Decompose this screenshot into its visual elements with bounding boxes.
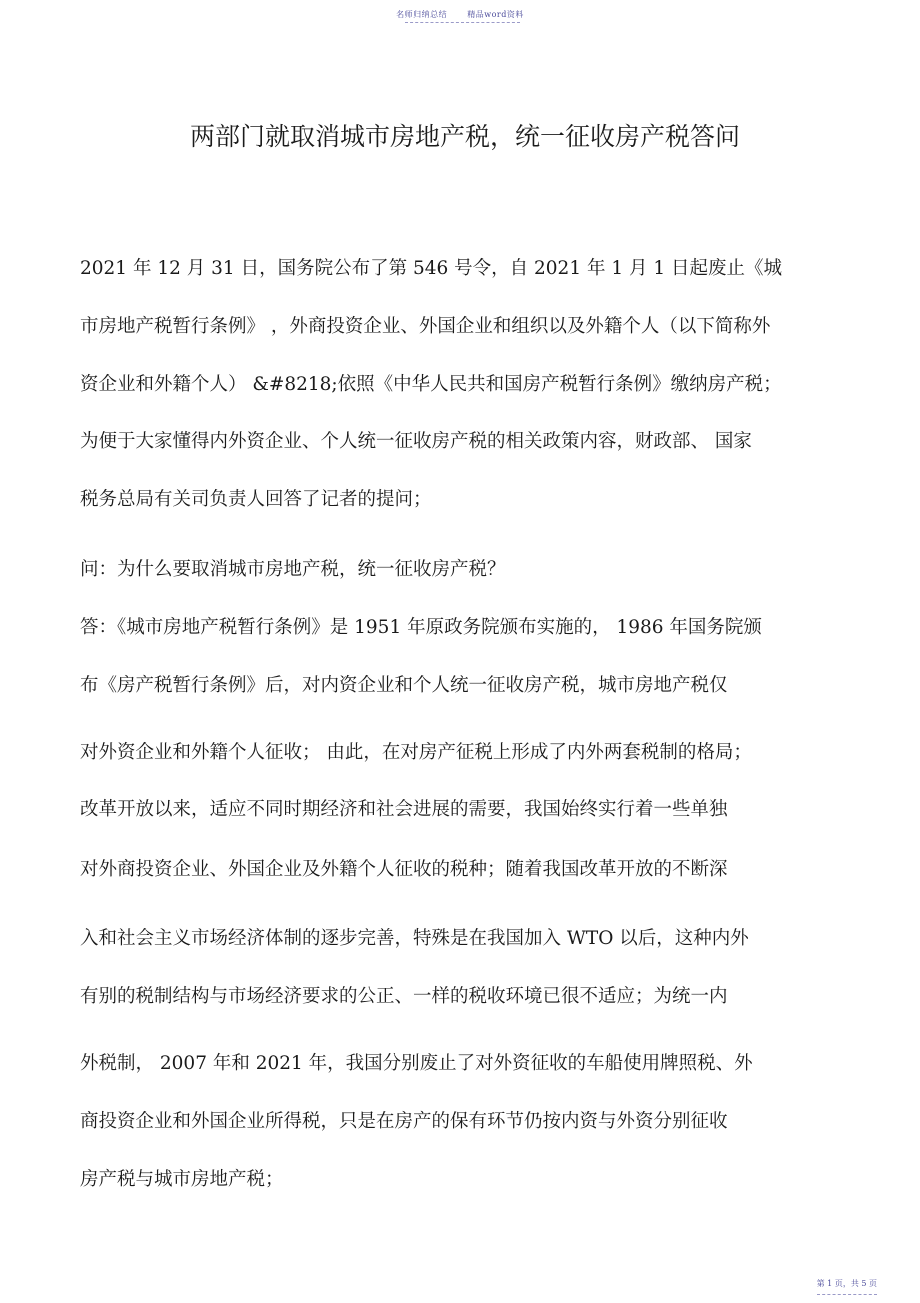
body-line: 市房地产税暂行条例》 ，外商投资企业、外国企业和组织以及外籍个人（以下简称外	[80, 316, 771, 337]
body-line: 对外商投资企业、外国企业及外籍个人征收的税种；随着我国改革开放的不断深	[80, 859, 728, 880]
body-line: 对外资企业和外籍个人征收； 由此，在对房产征税上形成了内外两套税制的格局；	[80, 742, 752, 763]
document-title: 两部门就取消城市房地产税，统一征收房产税答问	[189, 122, 740, 151]
body-line: 改革开放以来，适应不同时期经济和社会进展的需要，我国始终实行着一些单独	[80, 799, 728, 820]
body-line: 外税制， 2007 年和 2021 年，我国分别废止了对外资征收的车船使用牌照税、外	[80, 1053, 753, 1074]
body-line: 为便于大家懂得内外资企业、个人统一征收房产税的相关政策内容，财政部、 国家	[80, 431, 752, 452]
body-line: 入和社会主义市场经济体制的逐步完善，特殊是在我国加入 WTO 以后，这种内外	[80, 928, 749, 949]
question-line: 问：为什么要取消城市房地产税，统一征收房产税？	[80, 559, 506, 580]
page-number: 第 1 页，共 5 页	[816, 1279, 877, 1288]
header-left-text: 名师归纳总结	[396, 10, 448, 19]
body-line: 有别的税制结构与市场经济要求的公正、一样的税收环境已很不适应；为统一内	[80, 986, 728, 1007]
header-right-text: 精品word资料	[467, 10, 524, 19]
page-header	[0, 9, 920, 20]
answer-line: 答：《城市房地产税暂行条例》是 1951 年原政务院颁布实施的， 1986 年国务院颁	[80, 617, 762, 638]
body-line: 布《房产税暂行条例》后，对内资企业和个人统一征收房产税，城市房地产税仅	[80, 675, 728, 696]
body-line: 商投资企业和外国企业所得税，只是在房产的保有环节仍按内资与外资分别征收	[80, 1111, 728, 1132]
body-line: 房产税与城市房地产税；	[80, 1169, 284, 1190]
header-divider	[405, 22, 520, 23]
body-line: 税务总局有关司负责人回答了记者的提问；	[80, 489, 432, 510]
footer-divider	[817, 1294, 877, 1295]
body-line: 2021 年 12 月 31 日，国务院公布了第 546 号令，自 2021 年 1 月 1 日起废止《城	[80, 258, 783, 279]
body-line: 资企业和外籍个人） &#8218;依照《中华人民共和国房产税暂行条例》缴纳房产税；	[80, 374, 782, 395]
